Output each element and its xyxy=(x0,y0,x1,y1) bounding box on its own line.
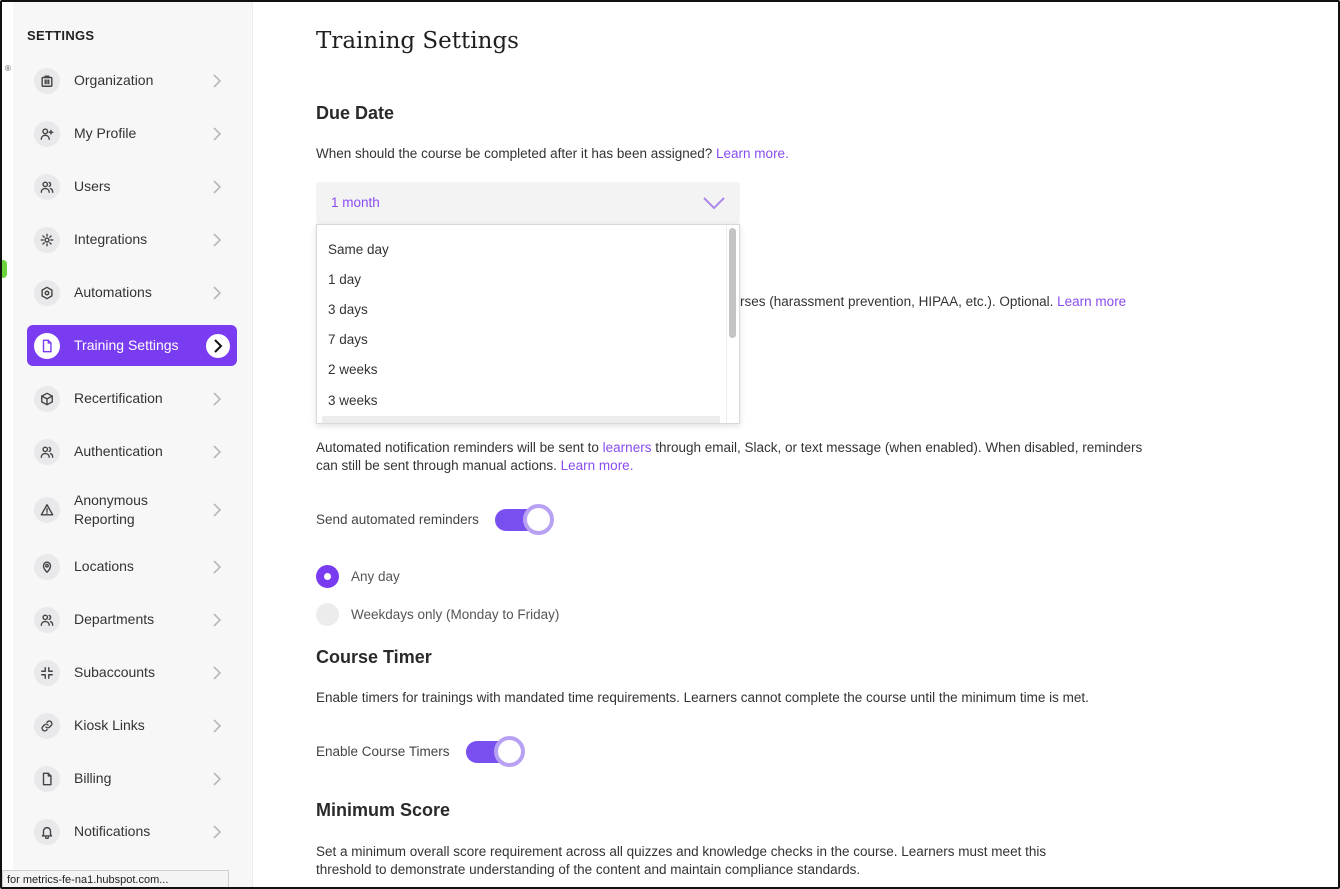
sidebar-item-label: Automations xyxy=(74,284,152,300)
due-date-description-text: When should the course be completed after it has been assigned? xyxy=(316,146,713,161)
reminders-text: through email, Slack, or text message (when enabled). When disabled, xyxy=(655,440,1079,455)
dropdown-option[interactable]: 3 days xyxy=(328,302,368,317)
sidebar-item-authentication[interactable] xyxy=(27,431,237,472)
dropdown-option-highlight[interactable] xyxy=(322,416,720,424)
browser-status-bar: for metrics-fe-na1.hubspot.com... xyxy=(2,870,229,889)
document-icon xyxy=(34,333,60,359)
due-date-dropdown-menu xyxy=(316,224,740,424)
sidebar-item-notifications[interactable] xyxy=(27,811,237,852)
sidebar-item-label: Departments xyxy=(74,611,155,627)
sidebar-item-label: Recertification xyxy=(74,390,163,406)
link-icon xyxy=(34,713,60,739)
sidebar-item-departments[interactable] xyxy=(27,599,237,640)
radio-button[interactable] xyxy=(316,603,339,626)
building-icon xyxy=(34,68,60,94)
radio-button-checked[interactable] xyxy=(316,565,339,588)
sidebar-item-label: Anonymous Reporting xyxy=(74,491,148,527)
sidebar-item-label: Users xyxy=(74,178,111,194)
sidebar-item-label: My Profile xyxy=(74,125,137,141)
main-content xyxy=(316,2,1316,889)
users-icon xyxy=(34,439,60,465)
document-icon xyxy=(34,766,60,792)
users-icon xyxy=(34,174,60,200)
dropdown-option[interactable]: 3 weeks xyxy=(328,393,378,408)
chevron-right-icon xyxy=(207,557,227,577)
chevron-right-icon xyxy=(207,230,227,250)
course-timers-toggle[interactable] xyxy=(466,738,522,764)
dropdown-option[interactable]: 1 day xyxy=(328,272,362,287)
due-date-heading: Due Date xyxy=(316,103,395,123)
dropdown-option[interactable]: Same day xyxy=(328,242,389,257)
sidebar-item-locations[interactable] xyxy=(27,546,237,587)
due-date-select[interactable] xyxy=(316,182,740,224)
cube-icon xyxy=(34,386,60,412)
compliance-description-text: rses (harassment prevention, HIPAA, etc.). Optional. xyxy=(740,294,1054,309)
left-edge-strip xyxy=(2,2,13,889)
sidebar-item-label: Organization xyxy=(74,72,154,88)
dropdown-option[interactable]: 2 weeks xyxy=(328,362,378,377)
radio-weekdays-only[interactable] xyxy=(316,603,559,626)
chevron-right-icon xyxy=(206,334,230,358)
page-title: Training Settings xyxy=(316,28,519,54)
sidebar-item-training-settings[interactable] xyxy=(27,325,237,366)
chevron-right-icon xyxy=(207,610,227,630)
users-icon xyxy=(34,607,60,633)
chevron-right-icon xyxy=(207,124,227,144)
sidebar-item-label: Locations xyxy=(74,558,134,574)
course-timer-heading: Course Timer xyxy=(316,647,432,667)
chevron-right-icon xyxy=(207,663,227,683)
chevron-right-icon xyxy=(207,442,227,462)
course-timer-description: Enable timers for trainings with mandated time requirements. Learners cannot complete the course until the minimum time is met. xyxy=(316,690,1089,705)
minimum-score-description-line2: threshold to demonstrate understanding of the content and maintain compliance standards. xyxy=(316,862,861,877)
toggle-knob xyxy=(523,504,554,535)
user-plus-icon xyxy=(34,121,60,147)
sidebar-item-recertification[interactable] xyxy=(27,378,237,419)
due-date-selected-value: 1 month xyxy=(331,195,380,210)
compliance-learn-more-link[interactable]: Learn more xyxy=(1057,294,1127,309)
learners-link[interactable]: learners xyxy=(602,440,652,455)
sidebar-item-label: Billing xyxy=(74,770,112,786)
automated-reminders-label: Send automated reminders xyxy=(316,511,479,527)
course-timers-label: Enable Course Timers xyxy=(316,743,450,759)
chevron-right-icon xyxy=(207,177,227,197)
reminders-text: reminders can still be sent through manual actions. xyxy=(316,440,1143,473)
sidebar-item-label: Authentication xyxy=(74,443,163,459)
radio-label: Weekdays only (Monday to Friday) xyxy=(351,607,560,622)
sidebar-item-label: Integrations xyxy=(74,231,148,247)
due-date-description xyxy=(316,145,789,163)
chevron-right-icon xyxy=(207,389,227,409)
hexagon-gear-icon xyxy=(34,280,60,306)
minimize-icon xyxy=(34,660,60,686)
automated-reminders-row xyxy=(316,506,551,532)
chevron-right-icon xyxy=(207,769,227,789)
chevron-down-icon xyxy=(702,195,726,211)
automated-reminders-toggle[interactable] xyxy=(495,506,551,532)
sidebar-item-label: Training Settings xyxy=(74,337,179,353)
reminders-description xyxy=(316,439,1156,475)
sidebar-item-kiosk-links[interactable] xyxy=(27,705,237,746)
reminders-learn-more-link[interactable]: Learn more. xyxy=(560,458,634,473)
chevron-right-icon xyxy=(207,500,227,520)
dropdown-option[interactable]: 7 days xyxy=(328,332,368,347)
sidebar-item-subaccounts[interactable] xyxy=(27,652,237,693)
sidebar-item-label: Notifications xyxy=(74,823,151,839)
toggle-knob xyxy=(494,736,525,767)
due-date-learn-more-link[interactable]: Learn more. xyxy=(716,146,789,161)
sidebar-item-automations[interactable] xyxy=(27,272,237,313)
gear-icon xyxy=(34,227,60,253)
sidebar-item-integrations[interactable] xyxy=(27,219,237,260)
chevron-right-icon xyxy=(207,283,227,303)
sidebar xyxy=(13,2,253,889)
chevron-right-icon xyxy=(207,716,227,736)
chevron-right-icon xyxy=(207,71,227,91)
sidebar-item-anonymous-reporting[interactable] xyxy=(27,488,237,531)
sidebar-item-label: Subaccounts xyxy=(74,664,155,680)
radio-any-day[interactable] xyxy=(316,565,400,588)
sidebar-item-label: Kiosk Links xyxy=(74,717,145,733)
radio-label: Any day xyxy=(351,569,400,584)
edge-indicator xyxy=(2,260,7,278)
bell-icon xyxy=(34,819,60,845)
minimum-score-description-line1: Set a minimum overall score requirement across all quizzes and knowledge checks in the course. Learners must meet this xyxy=(316,844,1047,859)
warning-icon xyxy=(34,497,60,523)
sidebar-item-my-profile[interactable] xyxy=(27,113,237,154)
map-pin-icon xyxy=(34,554,60,580)
chevron-right-icon xyxy=(207,822,227,842)
compliance-description-partial xyxy=(740,293,1126,311)
sidebar-item-organization[interactable] xyxy=(27,60,237,101)
sidebar-item-users[interactable] xyxy=(27,166,237,207)
course-timers-row xyxy=(316,738,522,764)
minimum-score-heading: Minimum Score xyxy=(316,800,451,820)
reminders-text: Automated notification reminders will be sent to xyxy=(316,440,599,455)
sidebar-item-billing[interactable] xyxy=(27,758,237,799)
sidebar-title: SETTINGS xyxy=(27,28,95,43)
edge-mark: ® xyxy=(5,64,11,73)
dropdown-scrollbar-thumb[interactable] xyxy=(729,228,736,338)
